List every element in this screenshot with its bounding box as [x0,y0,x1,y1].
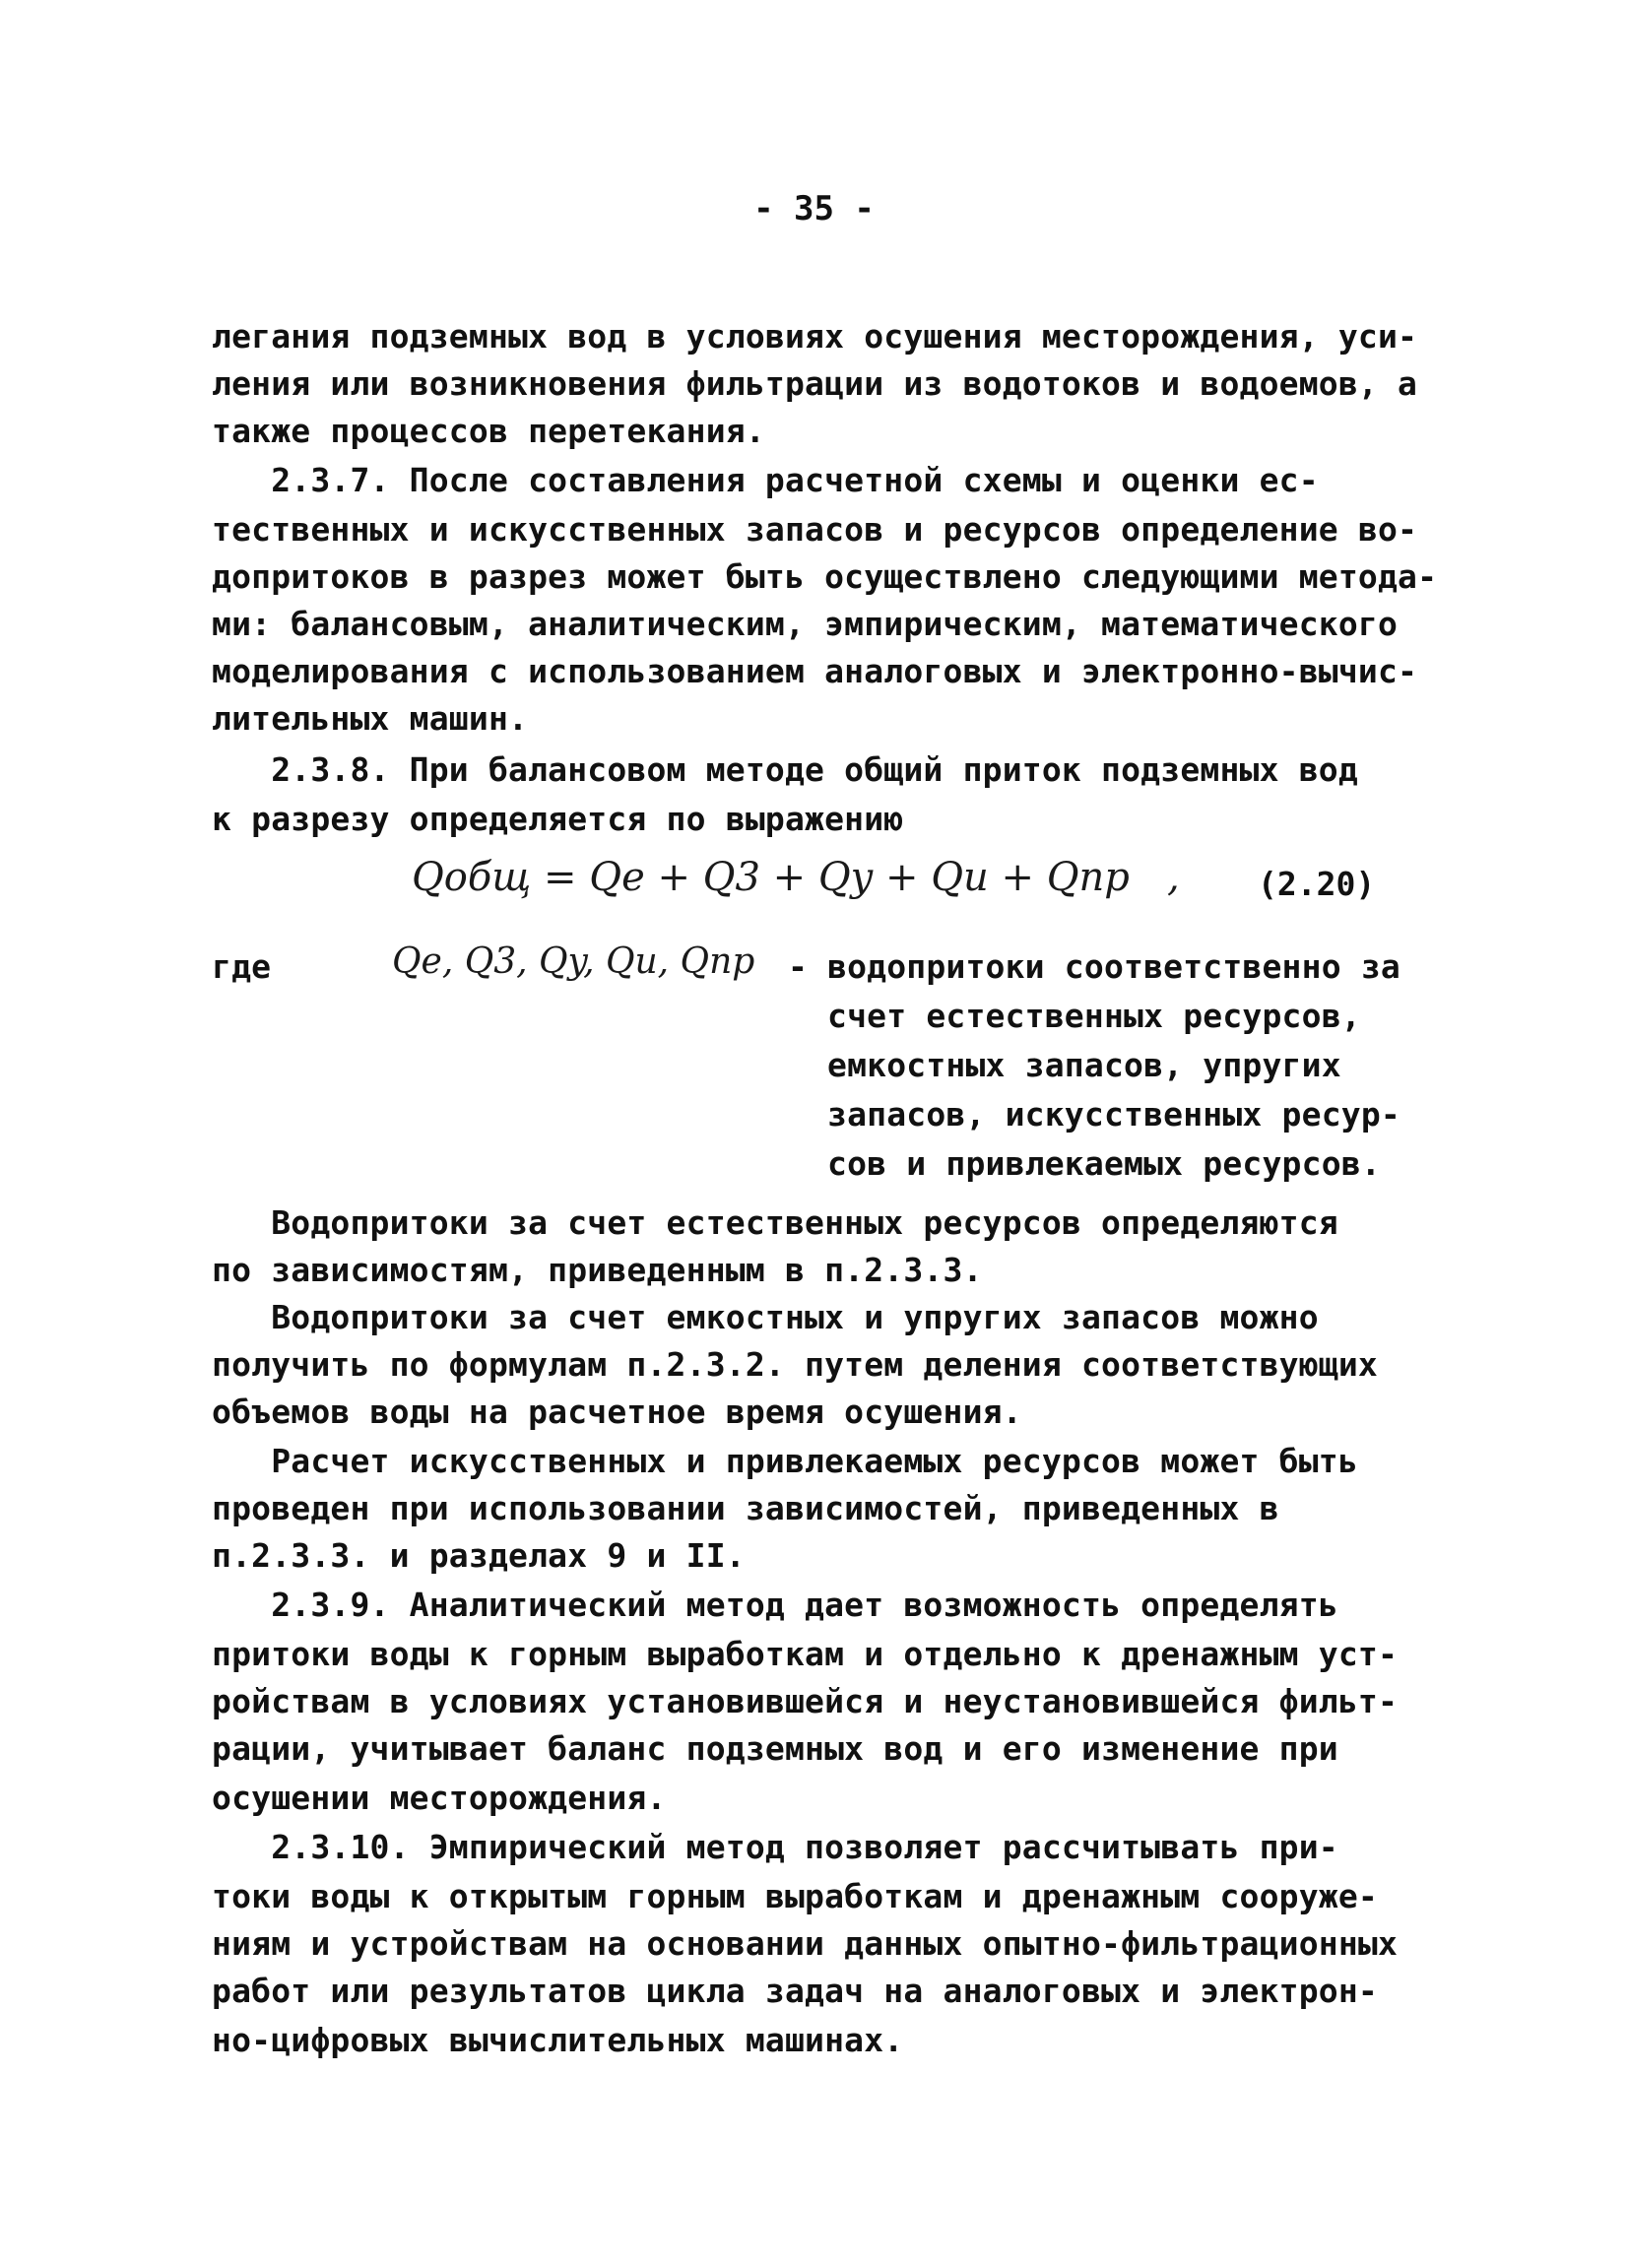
text-line: лительных машин. [212,699,529,738]
text-line: рации, учитывает баланс подземных вод и его изменение при [212,1729,1338,1768]
text-line: проведен при использовании зависимостей, приведенных в [212,1489,1279,1527]
text-line: работ или результатов цикла задач на аналоговых и электрон- [212,1972,1378,2010]
text-line: токи воды к открытым горным выработкам и дренажным сооруже- [212,1877,1378,1915]
text-line: 2.3.10. Эмпирический метод позволяет рассчитывать при- [212,1828,1338,1866]
where-symbols: Qe, Q3, Qy, Qu, Qпр [392,941,755,982]
text-line: ления или возникновения фильтрации из водотоков и водоемов, а [212,364,1418,403]
text-line: Водопритоки за счет емкостных и упругих запасов можно [212,1298,1319,1336]
text-line: 2.3.7. После составления расчетной схемы и оценки ес- [212,461,1319,499]
text-line: 2.3.8. При балансовом методе общий приток подземных вод [212,750,1358,789]
text-line: тественных и искусственных запасов и ресурсов определение во- [212,510,1418,549]
text-line: допритоков в разрез может быть осуществлено следующими метода- [212,557,1438,596]
where-desc-line: счет естественных ресурсов, [827,997,1361,1035]
page-number: - 35 - [753,189,875,228]
text-line: Водопритоки за счет естественных ресурсов определяются [212,1203,1338,1242]
text-line: легания подземных вод в условиях осушения месторождения, уси- [212,317,1418,356]
text-line: 2.3.9. Аналитический метод дает возможность определять [212,1586,1338,1624]
where-dash: - [788,947,809,986]
text-line: ниям и устройствам на основании данных опытно-фильтрационных [212,1924,1399,1963]
text-line: к разрезу определяется по выражению [212,800,904,838]
text-line: Расчет искусственных и привлекаемых ресурсов может быть [212,1442,1358,1480]
text-line: ройствам в условиях установившейся и неустановившейся фильт- [212,1682,1399,1720]
formula-number: (2.20) [1258,865,1376,903]
text-line: ми: балансовым, аналитическим, эмпирическим, математического [212,605,1399,643]
text-line: объемов воды на расчетное время осушения. [212,1393,1022,1431]
where-desc-line: запасов, искусственных ресур- [827,1095,1400,1134]
text-line: но-цифровых вычислительных машинах. [212,2021,904,2059]
formula-expression: Qобщ = Qe + Q3 + Qy + Qu + Qпр , [412,855,1180,900]
text-line: моделирования с использованием аналоговых и электронно-вычис- [212,652,1418,690]
text-line: также процессов перетекания. [212,412,765,450]
text-line: притоки воды к горным выработкам и отдельно к дренажным уст- [212,1635,1399,1673]
where-desc-line: сов и привлекаемых ресурсов. [827,1144,1381,1183]
text-line: по зависимостям, приведенным в п.2.3.3. [212,1251,983,1289]
where-label: где [212,947,272,986]
text-line: получить по формулам п.2.3.2. путем деления соответствующих [212,1345,1378,1384]
where-desc-line: водопритоки соответственно за [827,947,1400,986]
text-line: осушении месторождения. [212,1779,667,1817]
text-line: п.2.3.3. и разделах 9 и II. [212,1536,746,1575]
where-desc-line: емкостных запасов, упругих [827,1046,1341,1084]
